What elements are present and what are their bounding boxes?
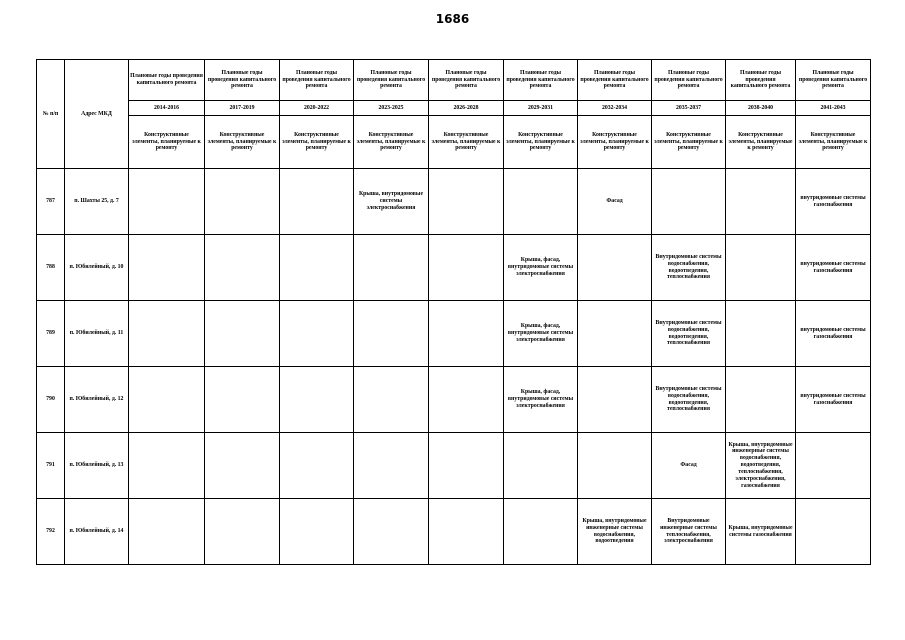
elements-header: Конструктивные элементы, планируемые к ремонту <box>504 116 578 169</box>
page-number: 1686 <box>435 12 470 26</box>
period-header: 2014-2016 <box>129 101 205 116</box>
planned-elements-cell <box>726 367 796 433</box>
table-row <box>37 169 871 235</box>
planned-elements-cell: Внутридомовые инженерные системы теплоснабжения, электроснабжения <box>652 499 726 565</box>
period-header: 2029-2031 <box>504 101 578 116</box>
year-header: Плановые годы проведения капитального ремонта <box>429 60 504 101</box>
row-number: 790 <box>37 367 65 433</box>
planned-elements-cell <box>578 301 652 367</box>
planned-elements-cell: Крыша, внутридомовые системы электроснабжения <box>354 169 429 235</box>
index-column-header: № п/п <box>37 60 65 169</box>
year-header: Плановые годы проведения капитального ремонта <box>578 60 652 101</box>
elements-header: Конструктивные элементы, планируемые к ремонту <box>429 116 504 169</box>
planned-elements-cell: Крыша, фасад, внутридомовые системы электроснабжения <box>504 301 578 367</box>
planned-elements-cell <box>354 367 429 433</box>
planned-elements-cell: Крыша, внутридомовые инженерные системы водоснабжения, водоотведения, теплоснабжения, электроснабжения, газоснабжения <box>726 433 796 499</box>
planned-elements-cell <box>354 499 429 565</box>
planned-elements-cell <box>726 169 796 235</box>
row-number: 792 <box>37 499 65 565</box>
year-header: Плановые годы проведения капитального ремонта <box>504 60 578 101</box>
period-header: 2035-2037 <box>652 101 726 116</box>
table-body <box>37 60 871 565</box>
table-row <box>37 235 871 301</box>
row-address: п. Юбилейный, д. 10 <box>65 235 129 301</box>
year-header: Плановые годы проведения капитального ремонта <box>354 60 429 101</box>
planned-elements-cell <box>429 499 504 565</box>
planned-elements-cell <box>205 433 280 499</box>
period-header: 2041-2043 <box>796 101 871 116</box>
row-address: п. Юбилейный, д. 12 <box>65 367 129 433</box>
row-address: п. Юбилейный, д. 11 <box>65 301 129 367</box>
planned-elements-cell: Фасад <box>578 169 652 235</box>
planned-elements-cell: внутридомовые системы газоснабжения <box>796 235 871 301</box>
year-header: Плановые годы проведения капитального ремонта <box>205 60 280 101</box>
planned-elements-cell <box>280 367 354 433</box>
planned-elements-cell: внутридомовые системы газоснабжения <box>796 169 871 235</box>
planned-elements-cell <box>205 367 280 433</box>
planned-elements-cell <box>429 169 504 235</box>
planned-elements-cell <box>205 169 280 235</box>
planned-elements-cell <box>205 301 280 367</box>
row-address: п. Юбилейный, д. 13 <box>65 433 129 499</box>
planned-elements-cell <box>578 235 652 301</box>
planned-elements-cell <box>429 235 504 301</box>
planned-elements-cell <box>429 301 504 367</box>
planned-elements-cell <box>504 169 578 235</box>
header-row-elements <box>37 116 871 169</box>
planned-elements-cell: Внутридомовые системы водоснабжения, водоотведения, теплоснабжения <box>652 235 726 301</box>
row-address: п. Юбилейный, д. 14 <box>65 499 129 565</box>
year-header: Плановые годы проведения капитального ремонта <box>652 60 726 101</box>
planned-elements-cell <box>129 433 205 499</box>
planned-elements-cell: Крыша, внутридомовые системы газоснабжения <box>726 499 796 565</box>
planned-elements-cell <box>129 235 205 301</box>
planned-elements-cell <box>280 169 354 235</box>
planned-elements-cell <box>354 301 429 367</box>
planned-elements-cell <box>578 433 652 499</box>
period-header: 2026-2028 <box>429 101 504 116</box>
elements-header: Конструктивные элементы, планируемые к ремонту <box>796 116 871 169</box>
planned-elements-cell: Внутридомовые системы водоснабжения, водоотведения, теплоснабжения <box>652 367 726 433</box>
year-header: Плановые годы проведения капитального ремонта <box>726 60 796 101</box>
elements-header: Конструктивные элементы, планируемые к ремонту <box>652 116 726 169</box>
year-header: Плановые годы проведения капитального ремонта <box>280 60 354 101</box>
table-row <box>37 433 871 499</box>
planned-elements-cell: Крыша, фасад, внутридомовые системы электроснабжения <box>504 367 578 433</box>
planned-elements-cell <box>726 235 796 301</box>
period-header: 2038-2040 <box>726 101 796 116</box>
planned-elements-cell: внутридомовые системы газоснабжения <box>796 301 871 367</box>
planned-elements-cell <box>796 499 871 565</box>
row-number: 788 <box>37 235 65 301</box>
planned-elements-cell <box>504 499 578 565</box>
planned-elements-cell <box>280 301 354 367</box>
planned-elements-cell <box>129 169 205 235</box>
planned-elements-cell <box>205 235 280 301</box>
year-header: Плановые годы проведения капитального ремонта <box>796 60 871 101</box>
row-number: 787 <box>37 169 65 235</box>
planned-elements-cell <box>652 169 726 235</box>
period-header: 2017-2019 <box>205 101 280 116</box>
planned-elements-cell: Внутридомовые системы водоснабжения, водоотведения, теплоснабжения <box>652 301 726 367</box>
planned-elements-cell <box>504 433 578 499</box>
year-header: Плановые годы проведения капитального ремонта <box>129 60 205 101</box>
planned-elements-cell <box>726 301 796 367</box>
planned-elements-cell <box>129 301 205 367</box>
period-header: 2023-2025 <box>354 101 429 116</box>
elements-header: Конструктивные элементы, планируемые к ремонту <box>129 116 205 169</box>
header-row-years <box>37 60 871 101</box>
period-header: 2020-2022 <box>280 101 354 116</box>
planned-elements-cell: Крыша, внутридомовые инженерные системы водоснабжения, водоотведения <box>578 499 652 565</box>
planned-elements-cell <box>796 433 871 499</box>
planned-elements-cell <box>429 433 504 499</box>
planned-elements-cell <box>205 499 280 565</box>
elements-header: Конструктивные элементы, планируемые к ремонту <box>726 116 796 169</box>
planned-elements-cell <box>129 367 205 433</box>
planned-elements-cell: внутридомовые системы газоснабжения <box>796 367 871 433</box>
table-row <box>37 367 871 433</box>
planned-elements-cell <box>429 367 504 433</box>
table-row <box>37 499 871 565</box>
planned-elements-cell <box>129 499 205 565</box>
row-number: 791 <box>37 433 65 499</box>
planned-elements-cell <box>280 235 354 301</box>
address-column-header: Адрес МКД <box>65 60 129 169</box>
planned-elements-cell <box>578 367 652 433</box>
planned-elements-cell: Фасад <box>652 433 726 499</box>
planned-elements-cell <box>354 433 429 499</box>
elements-header: Конструктивные элементы, планируемые к ремонту <box>205 116 280 169</box>
row-number: 789 <box>37 301 65 367</box>
planned-elements-cell <box>354 235 429 301</box>
planned-elements-cell: Крыша, фасад, внутридомовые системы электроснабжения <box>504 235 578 301</box>
elements-header: Конструктивные элементы, планируемые к ремонту <box>354 116 429 169</box>
table-row <box>37 301 871 367</box>
elements-header: Конструктивные элементы, планируемые к ремонту <box>280 116 354 169</box>
capital-repair-table <box>36 59 871 565</box>
period-header: 2032-2034 <box>578 101 652 116</box>
elements-header: Конструктивные элементы, планируемые к ремонту <box>578 116 652 169</box>
header-row-periods <box>37 101 871 116</box>
planned-elements-cell <box>280 433 354 499</box>
planned-elements-cell <box>280 499 354 565</box>
row-address: п. Шахты 25, д. 7 <box>65 169 129 235</box>
